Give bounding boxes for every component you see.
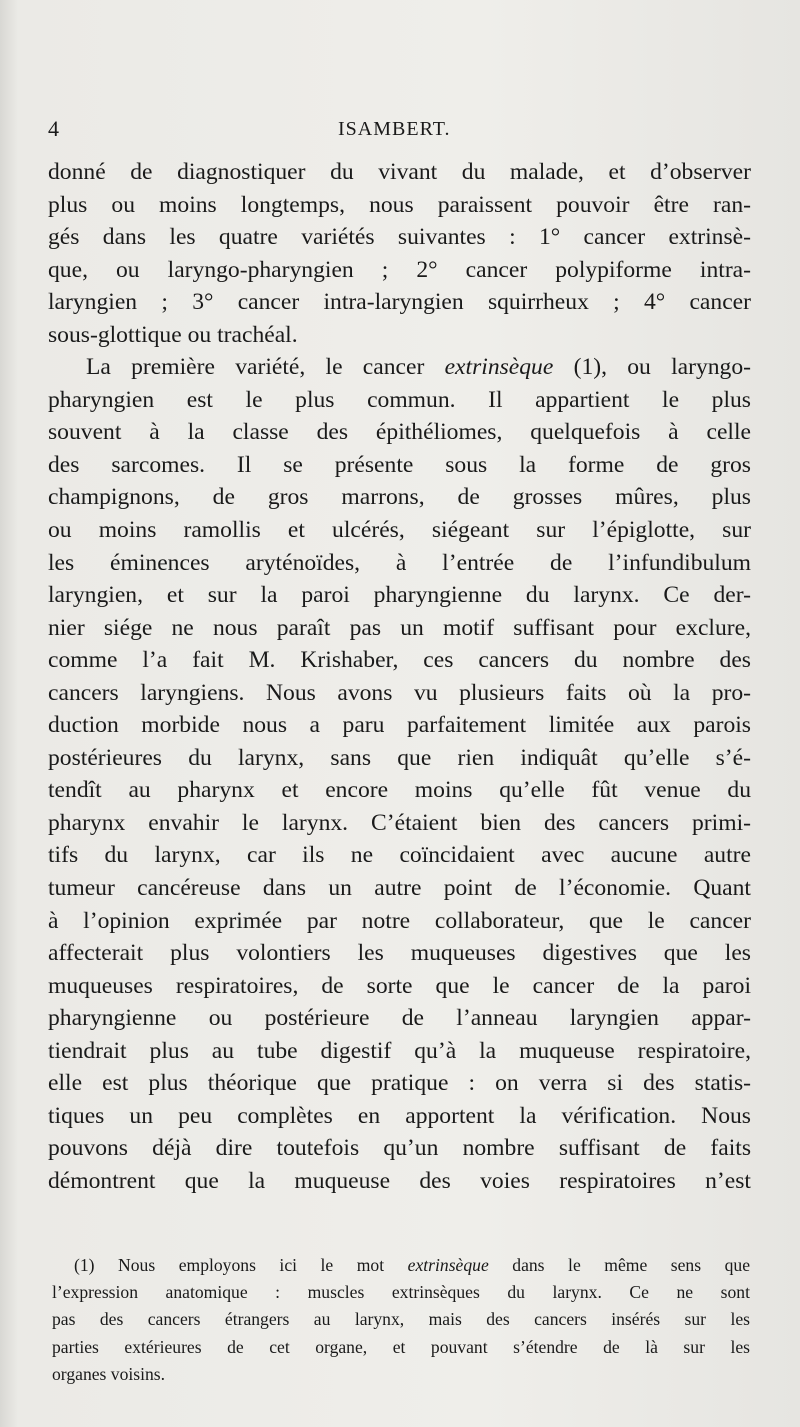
body-text [48, 156, 751, 1198]
text-span: dans le même sens que [488, 1255, 750, 1275]
text-span: La première variété, le cancer [86, 354, 445, 381]
text-line [48, 351, 751, 384]
text-line: laryngien, et sur la paroi pharyngienne du larynx. Ce der- [48, 582, 751, 609]
text-span: (1) Nous employons ici le mot [74, 1255, 408, 1275]
emphasis-text: extrinsèque [407, 1255, 489, 1275]
footnote-line: organes voisins. [52, 1363, 166, 1384]
text-line: nier siége ne nous paraît pas un motif suffisant pour exclure, [48, 614, 751, 641]
text-line: comme l’a fait M. Krishaber, ces cancers du nombre des [48, 647, 751, 674]
text-line: des sarcomes. Il se présente sous la forme de gros [48, 451, 751, 478]
page-number: 4 [48, 116, 59, 141]
emphasis-text: extrinsèque [444, 354, 554, 381]
text-line: gés dans les quatre variétés suivantes : 1° cancer extrinsè- [48, 224, 751, 251]
text-line: tifs du larynx, car ils ne coïncidaient avec aucune autre [48, 842, 751, 869]
footnote [52, 1252, 750, 1388]
text-line: démontrent que la muqueuse des voies respiratoires n’est [48, 1167, 751, 1194]
text-line: pharynx envahir le larynx. C’étaient bien des cancers primi- [48, 809, 751, 836]
text-line: les éminences aryténoïdes, à l’entrée de l’infundibulum [48, 549, 751, 576]
text-line: tiendrait plus au tube digestif qu’à la muqueuse respiratoire, [48, 1037, 751, 1064]
text-line: plus ou moins longtemps, nous paraissent pouvoir être ran- [48, 191, 751, 218]
text-line: pharyngien est le plus commun. Il appartient le plus [48, 386, 751, 413]
text-line: à l’opinion exprimée par notre collaborateur, que le cancer [48, 907, 751, 934]
text-line: elle est plus théorique que pratique : on verra si des statis- [48, 1070, 751, 1097]
text-line: duction morbide nous a paru parfaitement limitée aux parois [48, 712, 751, 739]
text-line: champignons, de gros marrons, de grosses mûres, plus [48, 484, 751, 511]
text-line: tendît au pharynx et encore moins qu’elle fût venue du [48, 777, 751, 804]
text-line: muqueuses respiratoires, de sorte que le cancer de la paroi [48, 972, 751, 999]
running-head: ISAMBERT. [338, 118, 451, 140]
text-line: tumeur cancéreuse dans un autre point de l’économie. Quant [48, 875, 751, 902]
text-line: souvent à la classe des épithéliomes, quelquefois à celle [48, 419, 751, 446]
footnote-line: parties extérieures de cet organe, et pouvant s’étendre de là sur les [52, 1336, 750, 1357]
text-line: pouvons déjà dire toutefois qu’un nombre suffisant de faits [48, 1135, 751, 1162]
text-line: postérieures du larynx, sans que rien indiquât qu’elle s’é- [48, 744, 751, 771]
text-line: tiques un peu complètes en apportent la vérification. Nous [48, 1102, 751, 1129]
text-line: laryngien ; 3° cancer intra-laryngien squirrheux ; 4° cancer [48, 289, 751, 316]
text-line: pharyngienne ou postérieure de l’anneau laryngien appar- [48, 1005, 751, 1032]
text-line: donné de diagnostiquer du vivant du malade, et d’observer [48, 159, 751, 185]
text-line: que, ou laryngo-pharyngien ; 2° cancer polypiforme intra- [48, 256, 751, 283]
footnote-line [52, 1252, 750, 1279]
text-line: cancers laryngiens. Nous avons vu plusieurs faits où la pro- [48, 679, 751, 706]
text-line: sous-glottique ou trachéal. [48, 321, 298, 348]
footnote-line: pas des cancers étrangers au larynx, mais des cancers insérés sur les [52, 1309, 750, 1330]
text-line: affecterait plus volontiers les muqueuses digestives que les [48, 940, 751, 967]
page-header [48, 116, 750, 146]
footnote-line: l’expression anatomique : muscles extrinsèques du larynx. Ce ne sont [52, 1282, 750, 1303]
text-span: (1), ou laryngo- [553, 354, 751, 381]
text-line: ou moins ramollis et ulcérés, siégeant sur l’épiglotte, sur [48, 517, 751, 544]
